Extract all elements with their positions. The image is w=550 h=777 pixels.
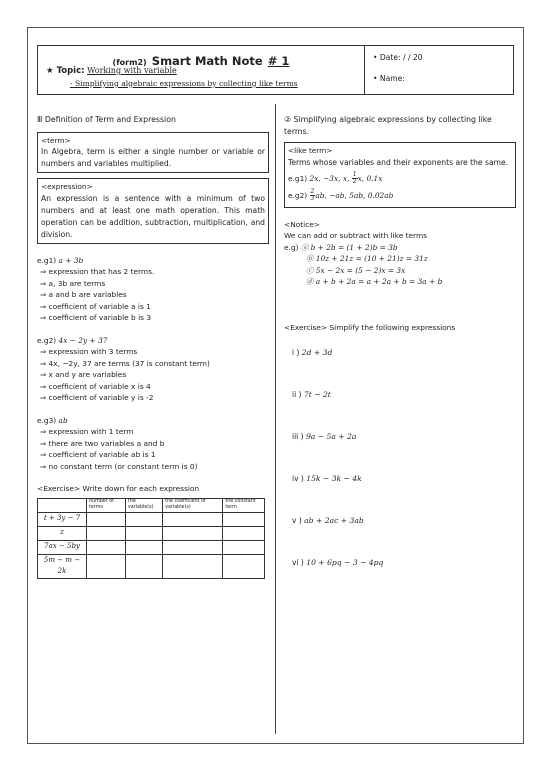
exercise-table (37, 498, 265, 579)
answer-cell[interactable] (223, 512, 265, 526)
table-row (38, 526, 265, 540)
expression-tag: <expression> (41, 182, 93, 191)
answer-cell[interactable] (223, 540, 265, 554)
example-3 (37, 415, 269, 473)
notice-text: We can add or subtract with like terms (284, 231, 428, 240)
table-row (38, 540, 265, 554)
table-header: the variable(s) (125, 498, 162, 512)
answer-cell[interactable] (125, 512, 162, 526)
notice-item: ⓑ 10z + 21z = (10 + 21)z = 31z (306, 254, 428, 263)
row-expression: 5m − m − 2k (38, 554, 87, 578)
fraction-numerator: 1 (352, 170, 357, 178)
eg2-expr: 4x − 2y + 37 (58, 335, 108, 345)
expression-definition-box (37, 178, 269, 244)
like-term-text: Terms whose variables and their exponents are the same. (288, 157, 509, 167)
exercise-item[interactable] (284, 515, 516, 557)
like-term-example-2 (288, 189, 512, 203)
date-field: • Date: / / 20 (373, 53, 423, 62)
answer-cell[interactable] (125, 526, 162, 540)
answer-cell[interactable] (223, 526, 265, 540)
term-definition-box (37, 132, 269, 174)
eg1-label: e.g1) (288, 173, 308, 183)
exercise-number: iv ) (292, 474, 304, 483)
table-row (38, 512, 265, 526)
eg2-line: ⇒ coefficient of variable y is -2 (40, 393, 154, 402)
exercise-item[interactable] (284, 431, 516, 473)
answer-cell[interactable] (87, 512, 126, 526)
like-eg1-terms-2: x, 0.1x (357, 173, 383, 183)
fraction-denominator: 3 (310, 195, 315, 202)
exercise-1-title: <Exercise> Write down for each expression (37, 484, 200, 493)
eg2-label: e.g2) (37, 335, 57, 345)
eg1-label: e.g1) (37, 255, 57, 265)
row-expression: z (38, 526, 87, 540)
like-term-box (284, 142, 516, 208)
table-header: the constant term (223, 498, 265, 512)
eg1-line: ⇒ coefficient of variable b is 3 (40, 313, 152, 322)
table-header: the coefficient of variable(s) (163, 498, 223, 512)
row-expression: 7ax − 5by (38, 540, 87, 554)
eg1-line: ⇒ a, 3b are terms (40, 278, 106, 288)
eg3-line: ⇒ there are two variables a and b (40, 438, 165, 448)
answer-cell[interactable] (125, 554, 162, 578)
exercise-item[interactable] (284, 347, 516, 389)
exercise-item[interactable] (284, 557, 516, 599)
exercise-expression: 2d + 3d (301, 348, 333, 357)
exercise-number: vi ) (292, 558, 304, 567)
term-text: In Algebra, term is either a single number or variable or numbers and variables multiplied. (41, 147, 265, 168)
eg3-line: ⇒ expression with 1 term (40, 427, 134, 436)
fraction-denominator: 2 (352, 178, 357, 185)
exercise-number: v ) (292, 516, 302, 525)
exercise-expression: 10 + 6pq − 3 − 4pq (306, 558, 384, 567)
exercise-number: i ) (292, 348, 300, 357)
section-2-title: ② Simplifying algebraic expressions by collecting like terms. (284, 115, 492, 136)
eg3-label: e.g3) (37, 415, 57, 425)
notice-item: ⓓ a + b + 2a = a + 2a + b = 3a + b (306, 277, 443, 286)
answer-cell[interactable] (163, 540, 223, 554)
eg3-line: ⇒ coefficient of variable ab is 1 (40, 450, 156, 459)
eg1-expr: a + 3b (58, 255, 84, 265)
left-column (37, 114, 269, 579)
answer-cell[interactable] (163, 512, 223, 526)
table-header (38, 498, 87, 512)
topic-label: ★ Topic: (46, 66, 85, 76)
exercise-expression: ab + 2ac + 3ab (304, 516, 364, 525)
column-divider (275, 104, 276, 734)
answer-cell[interactable] (163, 526, 223, 540)
main-title: Smart Math Note (151, 54, 263, 68)
table-row (38, 554, 265, 578)
section-1-title: Ⅲ Definition of Term and Expression (37, 115, 176, 124)
answer-cell[interactable] (87, 554, 126, 578)
table-header-row (38, 498, 265, 512)
row-expression: t + 3y − 7 (38, 512, 87, 526)
eg2-line: ⇒ coefficient of variable x is 4 (40, 381, 151, 391)
notice-item: ⓐ b + 2b = (1 + 2)b = 3b (300, 242, 398, 252)
notice-item: ⓒ 5x − 2x = (5 − 2)x = 3x (306, 265, 406, 275)
eg3-expr: ab (58, 415, 68, 425)
form-label: (form2) (112, 58, 147, 67)
answer-cell[interactable] (87, 526, 126, 540)
like-eg2-terms: ab, −ab, 5ab, 0.02ab (315, 190, 394, 200)
example-2 (37, 335, 269, 404)
answer-cell[interactable] (87, 540, 126, 554)
answer-cell[interactable] (163, 554, 223, 578)
notice-eg-label: e.g) (284, 242, 299, 252)
exercise-item[interactable] (284, 389, 516, 431)
eg2-line: ⇒ expression with 3 terms (40, 347, 138, 356)
like-term-tag: <like term> (288, 146, 333, 155)
eg1-line: ⇒ a and b are variables (40, 290, 127, 299)
topic-line (46, 66, 177, 76)
header-title-cell (38, 46, 365, 94)
notice-example-a (284, 242, 516, 254)
note-number: # 1 (267, 54, 290, 68)
eg2-label: e.g2) (288, 190, 308, 200)
term-tag: <term> (41, 135, 71, 145)
exercise-expression: 9a − 5a + 2a (305, 432, 357, 441)
worksheet-header (37, 45, 514, 95)
like-eg1-terms: 2x, −3x, x, (309, 173, 350, 183)
answer-cell[interactable] (125, 540, 162, 554)
subtopic: - Simplifying algebraic expressions by collecting like terms (70, 79, 298, 88)
exercise-expression: 7t − 2t (303, 390, 331, 399)
name-field: • Name: (373, 74, 405, 83)
eg2-line: ⇒ 4x, −2y, 37 are terms (37 is constant term) (40, 358, 210, 368)
exercise-number: iii ) (292, 432, 304, 441)
expression-text: An expression is a sentence with a minimum of two numbers and at least one math operation. This math operation can be addition, subtraction, multiplication, and division. (41, 193, 265, 239)
exercise-number: ii ) (292, 390, 302, 399)
answer-cell[interactable] (223, 554, 265, 578)
right-column (284, 114, 516, 599)
like-term-example-1 (288, 172, 512, 186)
exercise-2-title: <Exercise> Simplify the following expressions (284, 322, 456, 332)
example-1 (37, 255, 269, 324)
eg1-line: ⇒ coefficient of variable a is 1 (40, 301, 151, 311)
topic-value: Working with variable (87, 66, 177, 75)
exercise-item[interactable] (284, 473, 516, 515)
table-header: number of terms (87, 498, 126, 512)
eg3-line: ⇒ no constant term (or constant term is 0) (40, 461, 198, 471)
fraction-numerator: 2 (310, 187, 315, 195)
eg2-line: ⇒ x and y are variables (40, 370, 127, 379)
exercise-expression: 15k − 3k − 4k (306, 474, 362, 483)
eg1-line: ⇒ expression that has 2 terms. (40, 267, 155, 276)
worksheet-page (27, 27, 524, 744)
notice-tag: <Notice> (284, 219, 320, 229)
